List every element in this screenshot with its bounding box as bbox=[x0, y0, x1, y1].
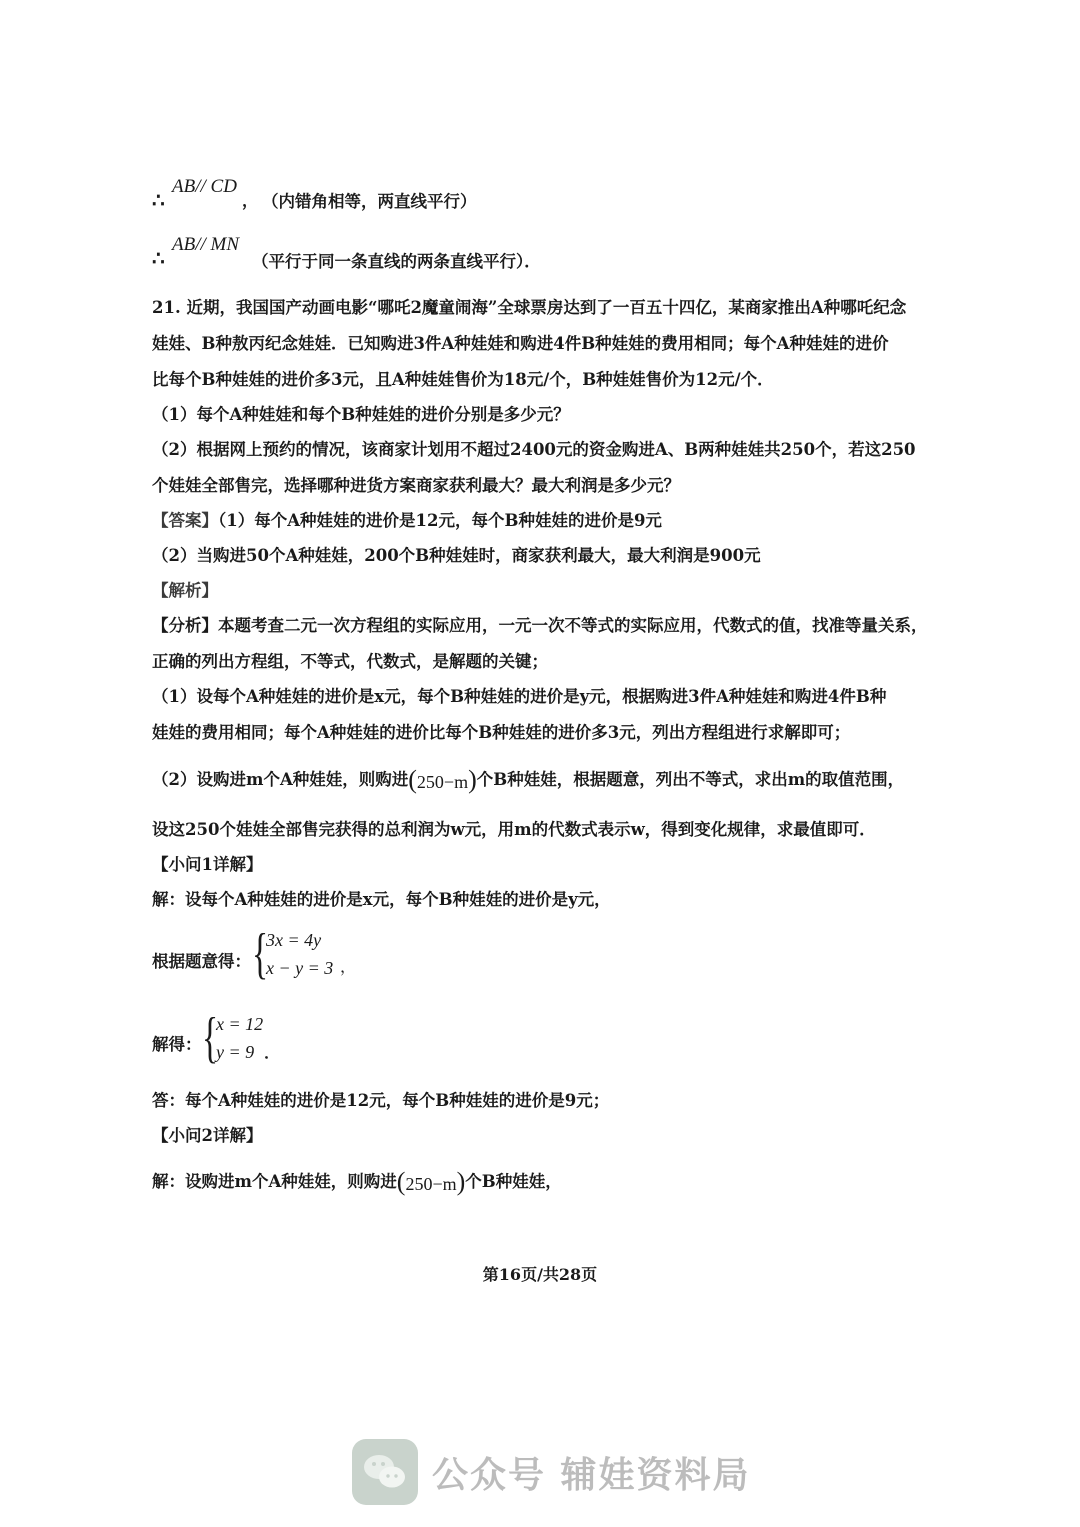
analysis-line-5b: 个B种娃娃，根据题意，列出不等式，求出m的取值范围， bbox=[476, 770, 905, 789]
answer-part-1 bbox=[152, 509, 960, 533]
question-line-3: 比每个B种娃娃的进价多3元，且A种娃娃售价为18元/个，B种娃娃售价为12元/个． bbox=[152, 370, 774, 389]
therefore-symbol: ∴ bbox=[152, 188, 165, 212]
analysis-line-1: 【分析】本题考查二元一次方程组的实际应用，一元一次不等式的实际应用，代数式的值，找准等量关系， bbox=[152, 616, 928, 635]
analysis-tag: 【解析】 bbox=[152, 581, 218, 600]
question-part-2: （2）根据网上预约的情况，该商家计划用不超过2400元的资金购进A、B两种娃娃共250个，若这250 bbox=[152, 440, 916, 459]
brace-icon-2: { bbox=[202, 1007, 219, 1069]
detail1-conclusion: 答：每个A种娃娃的进价是12元，每个B种娃娃的进价是9元； bbox=[152, 1091, 610, 1110]
detail2-intro bbox=[152, 1167, 960, 1196]
expression-250-m: 250−m bbox=[416, 772, 469, 792]
equation-2: x − y = 3 bbox=[266, 958, 334, 978]
solution-x: x = 12 bbox=[216, 1014, 264, 1034]
paren-expression-2: (250−m) bbox=[396, 1167, 466, 1196]
proof-reason-1: （内错角相等，两直线平行） bbox=[262, 192, 477, 211]
analysis-line-4: 娃娃的费用相同；每个A种娃娃的进价比每个B种娃娃的进价多3元，列出方程组进行求解即可； bbox=[152, 723, 851, 742]
watermark bbox=[352, 1436, 751, 1508]
question-part-1: （1）每个A种娃娃和每个B种娃娃的进价分别是多少元？ bbox=[152, 405, 570, 424]
paren-expression: (250−m) bbox=[408, 765, 477, 794]
expression-250-m-2: 250−m bbox=[405, 1174, 457, 1194]
wechat-icon bbox=[352, 1439, 418, 1505]
proof-math-2: AB// MN bbox=[172, 234, 240, 255]
detail2-intro-a: 解：设购进m个A种娃娃，则购进 bbox=[152, 1172, 397, 1191]
analysis-line-5a: （2）设购进m个A种娃娃，则购进 bbox=[152, 770, 409, 789]
solution-label: 解得： bbox=[152, 1035, 202, 1054]
brace-icon: { bbox=[252, 923, 269, 985]
watermark-text: 公众号 辅娃资料局 bbox=[432, 1454, 751, 1496]
equation-1: 3x = 4y bbox=[266, 930, 322, 950]
equation-label: 根据题意得： bbox=[152, 952, 251, 971]
answer-tag: 【答案】 bbox=[152, 511, 218, 530]
question-line-2: 娃娃、B种敖丙纪念娃娃．已知购进3件A种娃娃和购进4件B种娃娃的费用相同；每个A种娃娃的进价 bbox=[152, 334, 889, 353]
analysis-line-5 bbox=[152, 765, 960, 794]
equation-suffix: ， bbox=[340, 957, 357, 976]
proof-math-1: AB// CD bbox=[172, 176, 237, 197]
analysis-line-2: 正确的列出方程组，不等式，代数式，是解题的关键； bbox=[152, 652, 548, 671]
analysis-line-6: 设这250个娃娃全部售完获得的总利润为w元，用m的代数式表示w，得到变化规律，求最值即可． bbox=[152, 820, 876, 839]
detail1-tag: 【小问1详解】 bbox=[152, 855, 263, 874]
solution-y: y = 9 bbox=[216, 1042, 255, 1062]
answer-text-1: （1）每个A种娃娃的进价是12元，每个B种娃娃的进价是9元 bbox=[218, 511, 662, 530]
question-line-1: 21. 近期，我国国产动画电影“哪吒2魔童闹海”全球票房达到了一百五十四亿，某商家推出A种哪吒纪念 bbox=[152, 298, 907, 317]
therefore-symbol-2: ∴ bbox=[152, 246, 165, 270]
page-number: 第16页/共28页 bbox=[482, 1265, 598, 1284]
answer-part-2: （2）当购进50个A种娃娃，200个B种娃娃时，商家获利最大，最大利润是900元 bbox=[152, 546, 761, 565]
proof-comma: ， bbox=[242, 191, 259, 210]
detail2-intro-b: 个B种娃娃， bbox=[465, 1172, 562, 1191]
question-line-6: 个娃娃全部售完，选择哪种进货方案商家获利最大？最大利润是多少元？ bbox=[152, 476, 680, 495]
analysis-line-3: （1）设每个A种娃娃的进价是x元，每个B种娃娃的进价是y元，根据购进3件A种娃娃和购进4件B种 bbox=[152, 687, 887, 706]
detail1-intro: 解：设每个A种娃娃的进价是x元，每个B种娃娃的进价是y元， bbox=[152, 890, 611, 909]
detail2-tag: 【小问2详解】 bbox=[152, 1126, 263, 1145]
proof-reason-2: （平行于同一条直线的两条直线平行）． bbox=[252, 252, 541, 271]
solution-suffix: ． bbox=[264, 1043, 281, 1062]
